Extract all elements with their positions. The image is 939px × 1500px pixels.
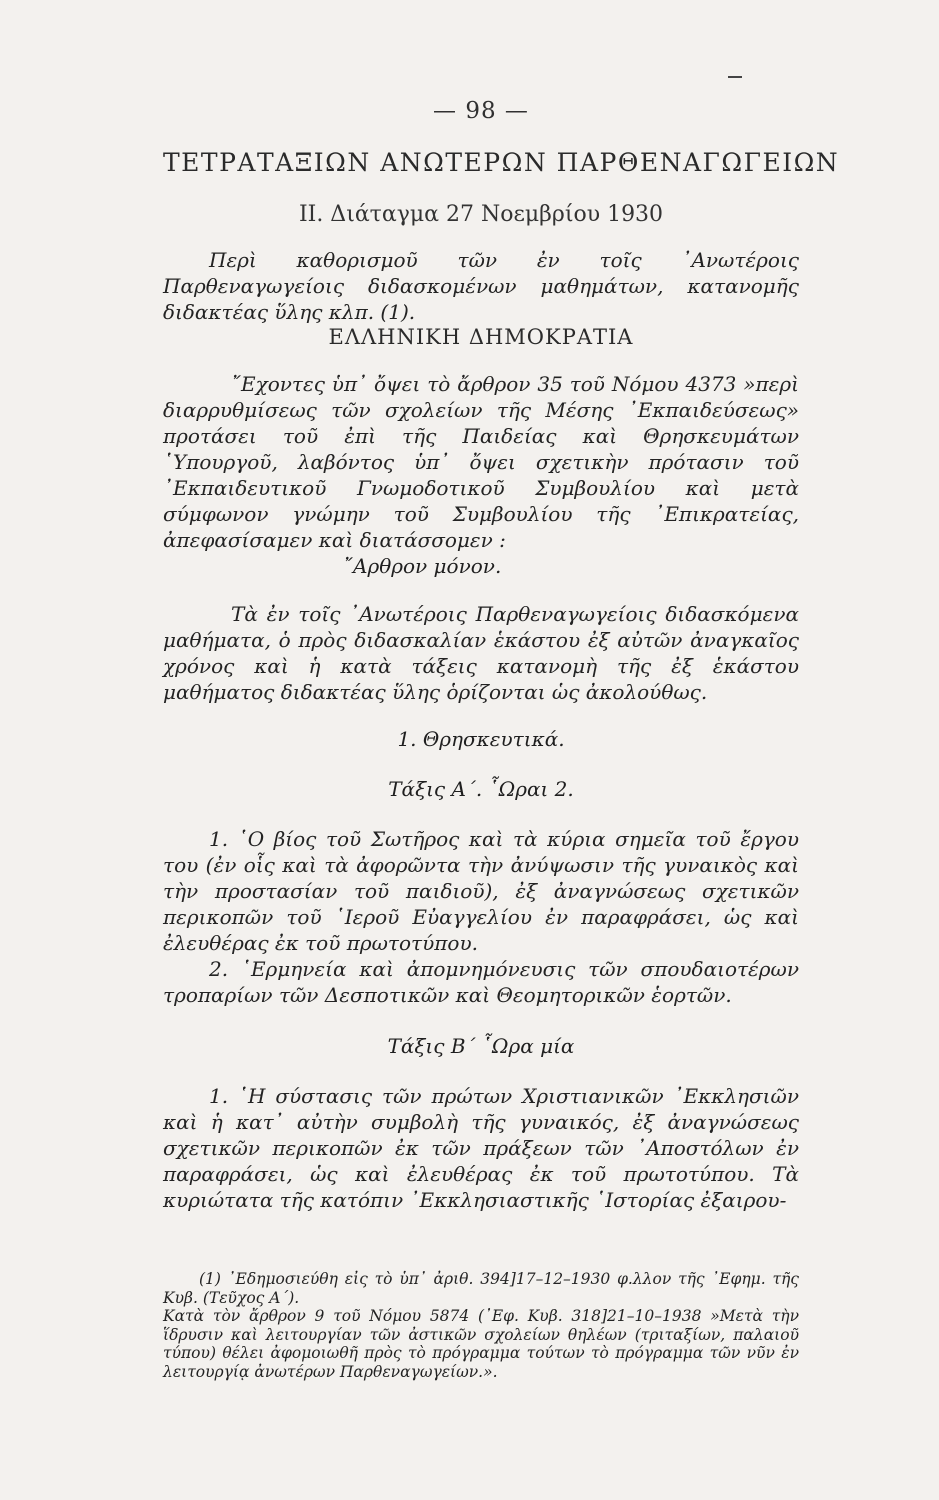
page-title: ΤΕΤΡΑΤΑΞΙΩΝ ΑΝΩΤΕΡΩΝ ΠΑΡΘΕΝΑΓΩΓΕΙΩΝ bbox=[163, 148, 840, 177]
class-a-item-2: 2. ῾Ερμηνεία καὶ ἀπομνημόνευσις τῶν σπουδαιοτέρων τροπαρίων τῶν Δεσποτικῶν καὶ Θεομητορικῶν ἑορτῶν. bbox=[163, 957, 799, 1007]
article-heading: ῎Αρθρον μόνον. bbox=[343, 554, 502, 578]
decree-heading: ΙΙ. Διάταγμα 27 Νοεμβρίου 1930 bbox=[298, 202, 664, 227]
decree-subject: Περὶ καθορισμοῦ τῶν ἐν τοῖς ᾿Ανωτέροις Παρθεναγωγείοις διδασκομένων μαθημάτων, κατανομῆς διδακτέας ὕλης κλπ. (1). bbox=[163, 248, 799, 324]
class-b-item-1: 1. ῾Η σύστασις τῶν πρώτων Χριστιανικῶν ᾿Εκκλησιῶν καὶ ἡ κατ᾿ αὐτὴν συμβολὴ τῆς γυναικός, ἐξ ἀναγνώσεως σχετικῶν περικοπῶν ἐκ τῶν πράξεων τῶν ᾿Αποστόλων ἐν παραφράσει, ὡς καὶ ἐλευθέρας ἐκ τοῦ πρωτοτύπου. Τὰ κυριώτατα τῆς κατόπιν ᾿Εκκλησιαστικῆς ῾Ιστορίας ἐξαιρου- bbox=[163, 1084, 799, 1212]
footnote-1: (1) ᾿Εδημοσιεύθη εἰς τὸ ὑπ᾿ ἀριθ. 394]17–12–1930 φ.λλον τῆς ᾿Εφημ. τῆς Κυβ. (Τεῦχος Α΄). bbox=[163, 1270, 799, 1307]
preamble-paragraph: ῎Εχοντες ὑπ᾿ ὄψει τὸ ἄρθρον 35 τοῦ Νόμου 4373 »περὶ διαρρυθμίσεως τῶν σχολείων τῆς Μέσης ᾿Εκπαιδεύσεως» προτάσει τοῦ ἐπὶ τῆς Παιδείας καὶ Θρησκευμάτων ῾Υπουργοῦ, λαβόντος ὑπ᾿ ὄψει σχετικὴν πρότασιν τοῦ ᾿Εκπαιδευτικοῦ Γνωμοδοτικοῦ Συμβουλίου καὶ μετὰ σύμφωνον γνώμην τοῦ Συμβουλίου τῆς ᾿Επικρατείας, ἀπεφασίσαμεν καὶ διατάσσομεν : bbox=[163, 372, 799, 552]
class-a-item-1: 1. ῾Ο βίος τοῦ Σωτῆρος καὶ τὰ κύρια σημεῖα τοῦ ἔργου του (ἐν οἷς καὶ τὰ ἀφορῶντα τὴν ἀνύψωσιν τῆς γυναικὸς καὶ τὴν προστασίαν τοῦ παιδιοῦ), ἐξ ἀναγνώσεως σχετικῶν περικοπῶν τοῦ ῾Ιεροῦ Εὐαγγελίου ἐν παραφράσει, ὡς καὶ ἐλευθέρας ἐκ τοῦ πρωτοτύπου. bbox=[163, 827, 799, 955]
footnote-2: Κατὰ τὸν ἄρθρον 9 τοῦ Νόμου 5874 (᾿Εφ. Κυβ. 318]21–10–1938 »Μετὰ τὴν ἵδρυσιν καὶ λειτουργίαν τῶν ἀστικῶν σχολείων θηλέων (τριταξίων, παλαιοῦ τύπου) θέλει ἀφομοιωθῆ πρὸς τὸ πρόγραμμα τούτων τὸ πρόγραμμα τῶν νῦν ἐν λειτουργίᾳ ἀνωτέρων Παρθεναγωγείων.». bbox=[163, 1307, 799, 1381]
ink-mark bbox=[728, 76, 742, 78]
class-a-heading: Τάξις Α΄. ῟Ωραι 2. bbox=[388, 777, 574, 801]
footnotes bbox=[163, 1270, 799, 1381]
class-b-heading: Τάξις Β΄ ῟Ωρα μία bbox=[387, 1034, 575, 1058]
republic-heading: ΕΛΛΗΝΙΚΗ ΔΗΜΟΚΡΑΤΙΑ bbox=[328, 325, 634, 349]
section-heading-religion: 1. Θρησκευτικά. bbox=[397, 727, 565, 751]
document-page bbox=[163, 98, 840, 1213]
article-paragraph: Τὰ ἐν τοῖς ᾿Ανωτέροις Παρθεναγωγείοις διδασκόμενα μαθήματα, ὁ πρὸς διδασκαλίαν ἑκάστου ἐξ αὐτῶν ἀναγκαῖος χρόνος καὶ ἡ κατὰ τάξεις κατανομὴ τῆς ἐξ ἑκάστου μαθήματος διδακτέας ὕλης ὁρίζονται ὡς ἀκολούθως. bbox=[163, 602, 799, 704]
page-number: — 98 — bbox=[433, 98, 529, 124]
